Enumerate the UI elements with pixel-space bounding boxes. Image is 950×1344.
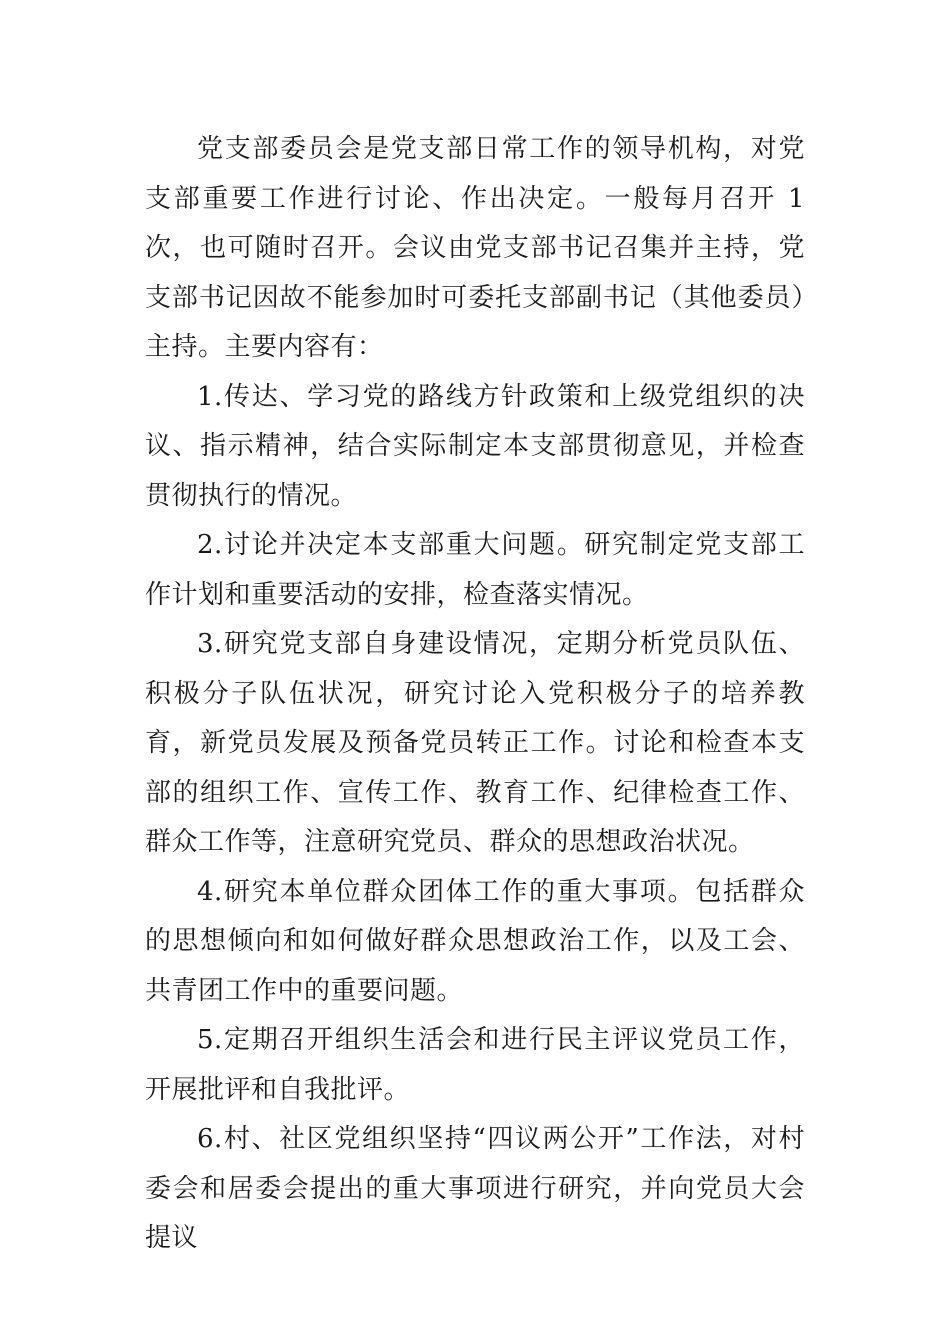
item-3-paragraph: 3.研究党支部自身建设情况，定期分析党员队伍、积极分子队伍状况，研究讨论入党积极分子的培养教育，新党员发展及预备党员转正工作。讨论和检查本支部的组织工作、宣传工作、教育工作、纪律检查工作、群众工作等，注意研究党员、群众的思想政治状况。 xyxy=(145,629,805,857)
document-body xyxy=(145,125,805,1264)
item-2-paragraph: 2.讨论并决定本支部重大问题。研究制定党支部工作计划和重要活动的安排，检查落实情况。 xyxy=(145,530,805,610)
intro-paragraph: 党支部委员会是党支部日常工作的领导机构，对党支部重要工作进行讨论、作出决定。一般每月召开 1 次，也可随时召开。会议由党支部书记召集并主持，党支部书记因故不能参加时可委托支部副书记（其他委员）主持。主要内容有： xyxy=(145,134,805,362)
item-1-paragraph: 1.传达、学习党的路线方针政策和上级党组织的决议、指示精神，结合实际制定本支部贯彻意见，并检查贯彻执行的情况。 xyxy=(145,381,805,511)
item-5-paragraph: 5.定期召开组织生活会和进行民主评议党员工作，开展批评和自我批评。 xyxy=(145,1025,805,1105)
item-4-paragraph: 4.研究本单位群众团体工作的重大事项。包括群众的思想倾向和如何做好群众思想政治工作，以及工会、共青团工作中的重要问题。 xyxy=(145,876,805,1006)
item-6-paragraph: 6.村、社区党组织坚持“四议两公开”工作法，对村委会和居委会提出的重大事项进行研究，并向党员大会提议 xyxy=(145,1124,805,1253)
